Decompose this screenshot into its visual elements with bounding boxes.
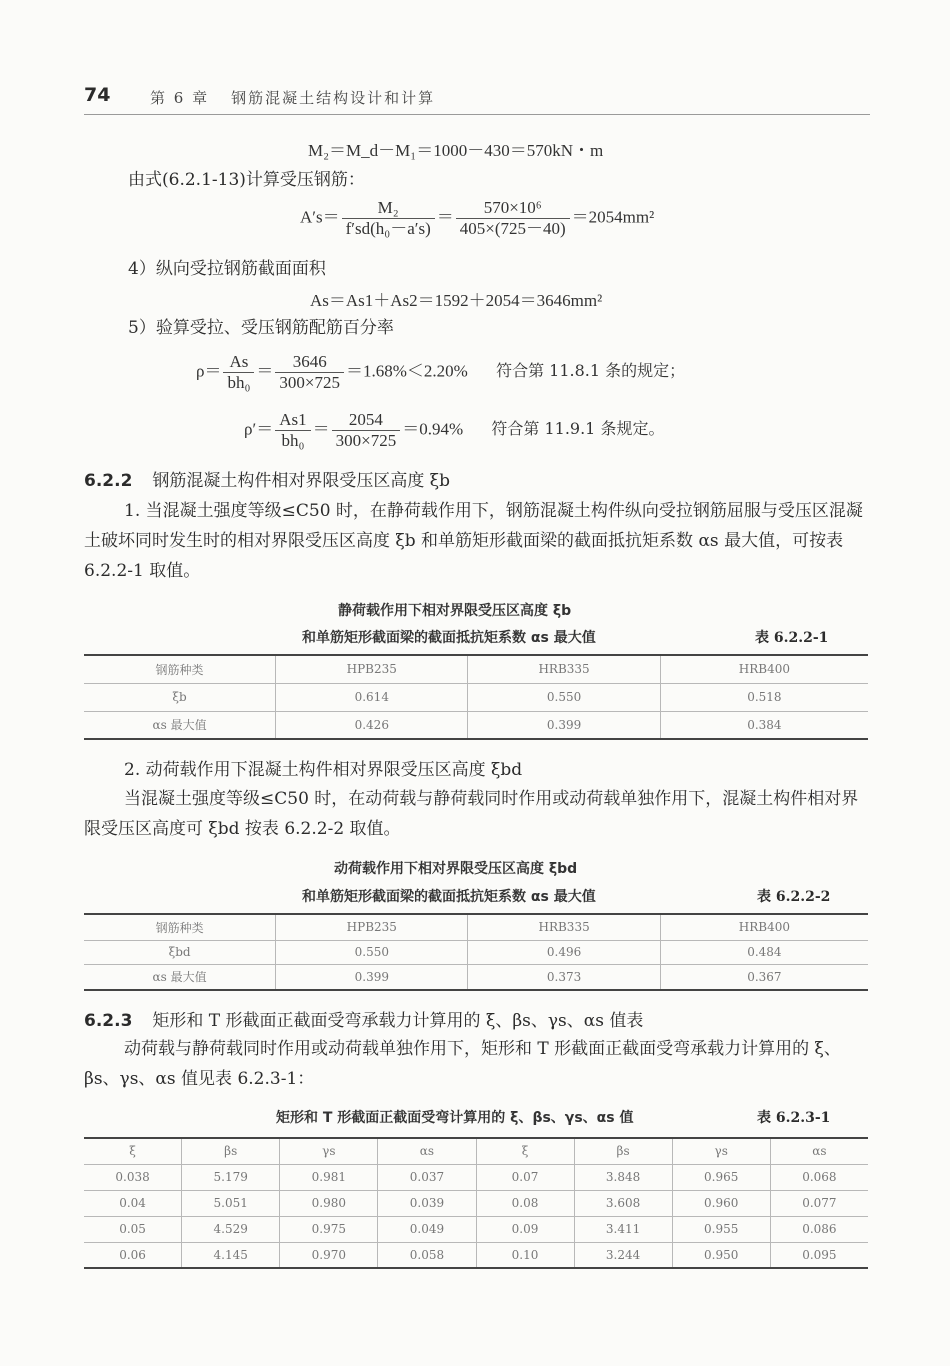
page-number: 74 [84,84,111,106]
table-header-cell: ξ [84,1138,182,1164]
table-cell: 0.970 [280,1242,378,1268]
table-cell: 0.484 [660,940,868,964]
step5-title: 5）验算受拉、受压钢筋配筋百分率 [128,318,394,338]
table-header-cell: 钢筋种类 [84,914,276,940]
table-header-cell: βs [182,1138,280,1164]
section-number: 6.2.2 [84,471,133,491]
section-number: 6.2.3 [84,1011,133,1031]
table-header-cell: γs [672,1138,770,1164]
table-row [84,683,868,711]
table2-caption-line1: 动荷载作用下相对界限受压区高度 ξbd [334,861,578,877]
rho-prime-note: 符合第 11.9.1 条规定。 [491,419,665,439]
table-header-cell: ξ [476,1138,574,1164]
rho-fraction-1 [223,352,254,393]
chapter-title: 钢筋混凝土结构设计和计算 [231,89,436,107]
item2-title [124,755,522,780]
table-cell: 0.10 [476,1242,574,1268]
rho-fraction-2 [275,352,344,393]
table-cell: αs 最大值 [84,711,276,739]
table-6-2-2-2 [84,913,868,991]
table-cell: 0.05 [84,1216,182,1242]
table-row [84,1216,868,1242]
table-header-cell: γs [280,1138,378,1164]
table-header-row [84,1138,868,1164]
fraction-denominator: 405×(725－40) [459,219,566,238]
step4-title: 4）纵向受拉钢筋截面面积 [128,259,326,279]
fraction-numerator: As1 [275,410,310,431]
rho-result: ＝1.68%＜2.20% [346,361,468,381]
rho-prime-fraction-2 [332,410,401,451]
table-cell: 0.399 [276,964,468,990]
table-cell: 0.038 [84,1164,182,1190]
table-6-2-2-1 [84,654,868,740]
table-cell: 3.848 [574,1164,672,1190]
table-row [84,711,868,739]
table-cell: ξb [84,683,276,711]
table-cell: 0.981 [280,1164,378,1190]
table-cell: 0.08 [476,1190,574,1216]
table-cell: 0.965 [672,1164,770,1190]
section-6-2-2-heading [84,466,450,491]
rho-prime-fraction-1 [275,410,310,451]
as-prime-result: ＝2054mm² [571,207,655,227]
table-cell: 3.608 [574,1190,672,1216]
table-header-cell: HRB400 [660,914,868,940]
as-prime-lhs: A′s＝ [300,207,340,227]
as-prime-fraction-1 [342,198,435,239]
table-header-cell: βs [574,1138,672,1164]
table-cell: 4.145 [182,1242,280,1268]
table-cell: 0.955 [672,1216,770,1242]
rho-prime-result: ＝0.94% [402,419,464,439]
table-header-cell: HPB235 [276,914,468,940]
table-cell: 0.367 [660,964,868,990]
table-cell: 0.077 [770,1190,868,1216]
table1-caption-line2: 和单筋矩形截面梁的截面抵抗矩系数 αs 最大值 [302,630,596,646]
table-cell: 3.244 [574,1242,672,1268]
table1-caption-line1: 静荷载作用下相对界限受压区高度 ξb [338,603,572,619]
equation-m2: M₂＝M_d－M₁＝1000－430＝570kN・m [308,141,604,160]
table-cell: 4.529 [182,1216,280,1242]
table-header-cell: HPB235 [276,655,468,683]
table-header-cell: HRB335 [468,914,660,940]
table-header-cell: αs [770,1138,868,1164]
fraction-numerator: 570×10⁶ [456,198,570,219]
chapter-heading [150,87,457,108]
rho-note: 符合第 11.8.1 条的规定； [496,361,686,381]
fraction-numerator: M₂ [342,198,435,219]
section-title: 钢筋混凝土构件相对界限受压区高度 ξb [152,471,451,491]
table-row [84,964,868,990]
chapter-label: 第 6 章 [150,89,210,107]
table3-caption: 矩形和 T 形截面正截面受弯计算用的 ξ、βs、γs、αs 值 [276,1110,634,1126]
table-cell: 0.095 [770,1242,868,1268]
table-cell: 0.037 [378,1164,476,1190]
table-cell: 5.179 [182,1164,280,1190]
equation-rho: ρ＝ $\frac{As}{\text{bh₀}}$ ＝ $\frac{3646}{300\times 725}$ ＝1.68%＜2.20% 符合第 11.8.1 条的规定； [196,352,686,392]
table-cell: 0.950 [672,1242,770,1268]
table-cell: 0.518 [660,683,868,711]
table-cell: 0.06 [84,1242,182,1268]
table-header-cell: HRB335 [468,655,660,683]
table-cell: 0.426 [276,711,468,739]
table2-number: 表 6.2.2-2 [757,889,831,905]
table3-number: 表 6.2.3-1 [757,1110,831,1126]
table-cell: 0.373 [468,964,660,990]
table-cell: 0.550 [468,683,660,711]
table-cell: 0.975 [280,1216,378,1242]
table-header-cell: HRB400 [660,655,868,683]
table-cell: 0.496 [468,940,660,964]
table-cell: 0.049 [378,1216,476,1242]
table2-caption-line2: 和单筋矩形截面梁的截面抵抗矩系数 αs 最大值 [302,889,596,905]
table-header-cell: αs [378,1138,476,1164]
fraction-denominator: bh₀ [227,373,251,392]
as-prime-fraction-2 [456,198,570,239]
table1-number: 表 6.2.2-1 [755,630,829,646]
table-row [84,940,868,964]
fraction-denominator: 300×725 [335,431,397,450]
equation-as: As＝As1＋As2＝1592＋2054＝3646mm² [310,291,603,310]
table-cell: 0.399 [468,711,660,739]
table-cell: ξbd [84,940,276,964]
fraction-numerator: 3646 [275,352,344,373]
table-row [84,1190,868,1216]
table-cell: αs 最大值 [84,964,276,990]
table-cell: 0.384 [660,711,868,739]
table-row [84,1164,868,1190]
table-cell: 0.960 [672,1190,770,1216]
item2-title-text: 2. 动荷载作用下混凝土构件相对界限受压区高度 ξbd [124,760,523,780]
table-6-2-3-1 [84,1137,868,1269]
section-6-2-3-paragraph: 动荷载与静荷载同时作用或动荷载单独作用下，矩形和 T 形截面正截面受弯承载力计算用的 ξ、βs、γs、αs 值见表 6.2.3-1： [84,1039,841,1089]
table-cell: 3.411 [574,1216,672,1242]
item2-paragraph: 当混凝土强度等级≤C50 时，在动荷载与静荷载同时作用或动荷载单独作用下，混凝土构件相对界限受压区高度可 ξbd 按表 6.2.2-2 取值。 [84,789,859,839]
item1-paragraph: 1. 当混凝土强度等级≤C50 时，在静荷载作用下，钢筋混凝土构件纵向受拉钢筋屈服与受压区混凝土破坏同时发生时的相对界限受压区高度 ξb 和单筋矩形截面梁的截面抵抗矩系数 αs 最大值，可按表 6.2.2-1 取值。 [84,501,863,581]
table-cell: 0.04 [84,1190,182,1216]
table-cell: 0.614 [276,683,468,711]
fraction-denominator: f′sd(h₀－a′s) [345,219,431,238]
table-header-row [84,914,868,940]
table-cell: 0.086 [770,1216,868,1242]
table-cell: 0.07 [476,1164,574,1190]
fraction-denominator: 300×725 [279,373,341,392]
table-cell: 0.09 [476,1216,574,1242]
section-6-2-3-heading [84,1006,643,1031]
table-cell: 0.039 [378,1190,476,1216]
table-row [84,1242,868,1268]
fraction-denominator: bh₀ [281,431,305,450]
table-cell: 0.068 [770,1164,868,1190]
formula-reference-text: 由式(6.2.1-13)计算受压钢筋： [128,170,365,190]
fraction-numerator: 2054 [332,410,401,431]
table-header-row [84,655,868,683]
table-cell: 5.051 [182,1190,280,1216]
equation-rho-prime: ρ′＝ $\frac{As1}{\text{bh₀}}$ ＝ $\frac{2054}{300\times 725}$ ＝0.94% 符合第 11.9.1 条规定。 [244,410,665,450]
table-header-cell: 钢筋种类 [84,655,276,683]
page-header [84,84,870,115]
table-cell: 0.980 [280,1190,378,1216]
table-cell: 0.058 [378,1242,476,1268]
section-title: 矩形和 T 形截面正截面受弯承载力计算用的 ξ、βs、γs、αs 值表 [152,1011,644,1031]
fraction-numerator: As [223,352,254,373]
table-cell: 0.550 [276,940,468,964]
equation-as-prime: A′s＝ $\frac{\text{M₂}}{\text{f′sd(h₀－a′s)}}$ ＝ $\frac{\text{570×10⁶}}{405\times(725-40)}$ ＝2054mm² [300,198,655,238]
